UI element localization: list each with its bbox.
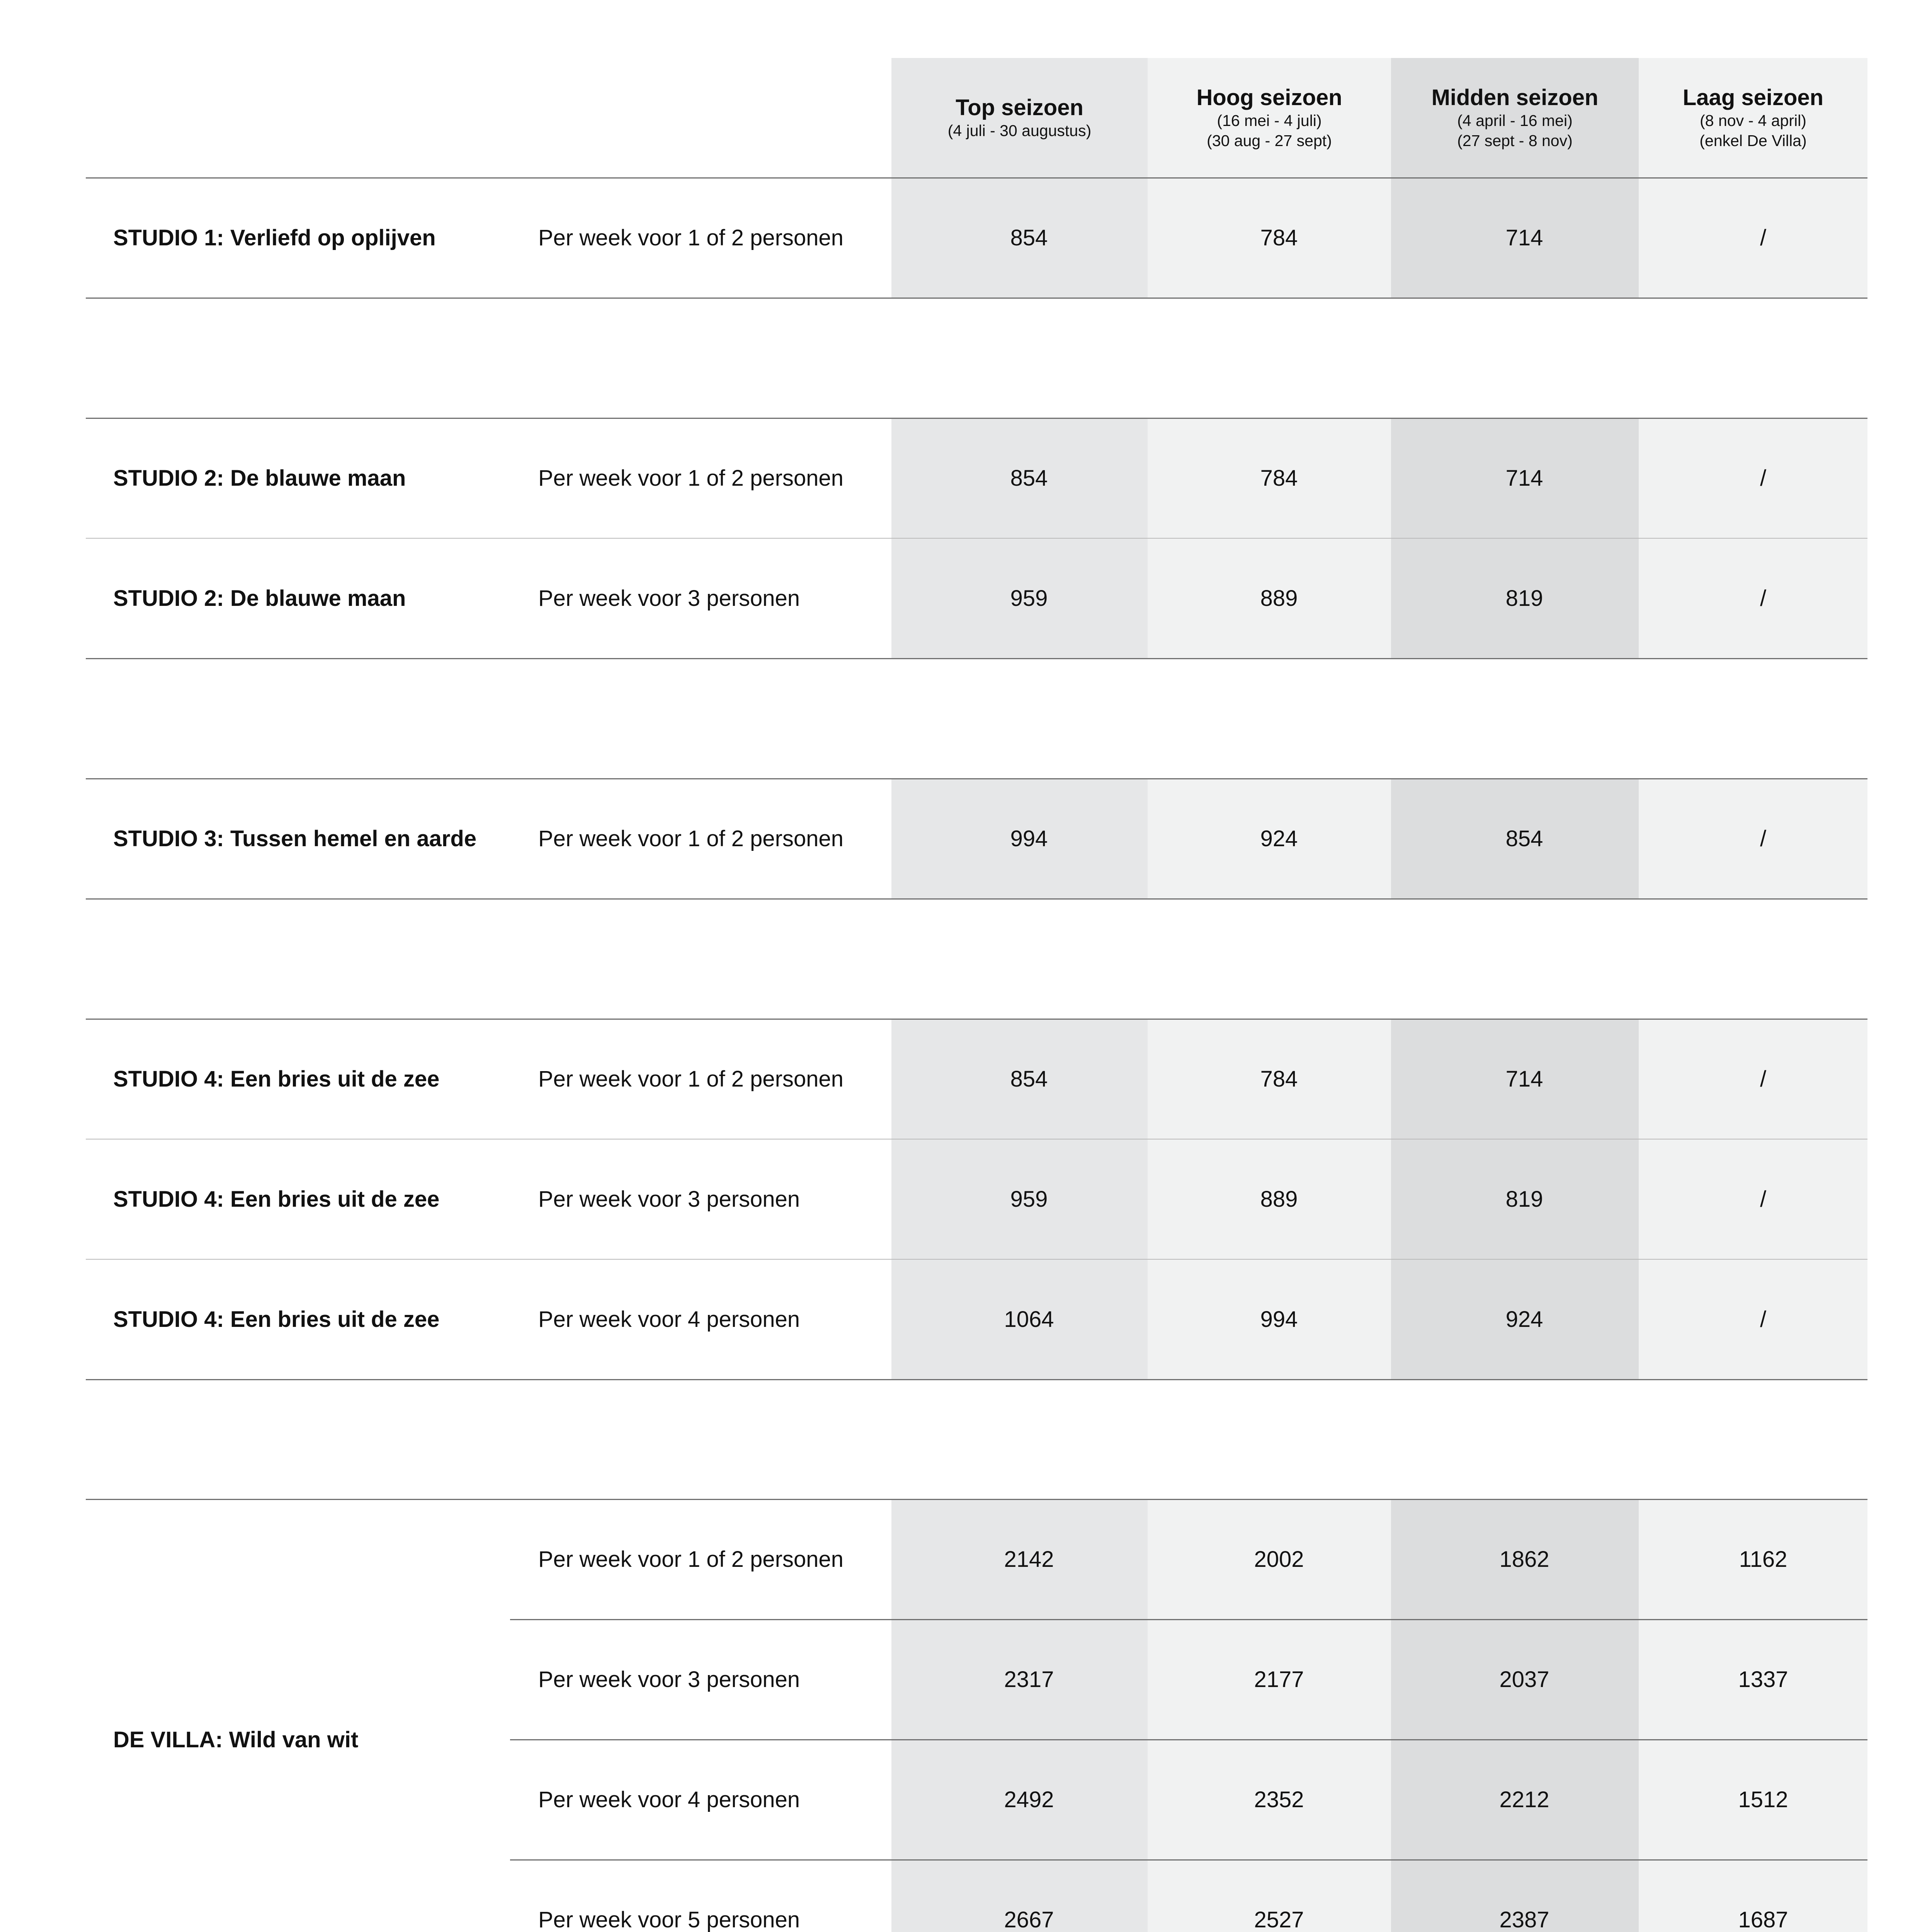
price-cell: 1162 xyxy=(1739,1547,1787,1572)
row-name: STUDIO 1: Verliefd op oplijven xyxy=(113,225,436,250)
header-subtitle: (16 mei - 4 juli) xyxy=(1217,112,1322,129)
price-cell: 854 xyxy=(1010,225,1048,250)
row-description: Per week voor 5 personen xyxy=(538,1907,800,1932)
price-cell: 889 xyxy=(1260,1187,1298,1212)
row-description: Per week voor 1 of 2 personen xyxy=(538,225,844,250)
price-cell: 854 xyxy=(1010,466,1048,491)
price-cell: 1862 xyxy=(1499,1547,1549,1572)
price-cell: / xyxy=(1760,1187,1767,1212)
price-cell: / xyxy=(1760,466,1767,491)
price-cell: 1512 xyxy=(1738,1787,1788,1812)
price-cell: 1687 xyxy=(1738,1907,1788,1932)
row-name: STUDIO 3: Tussen hemel en aarde xyxy=(113,826,477,851)
row-name: STUDIO 2: De blauwe maan xyxy=(113,466,406,491)
price-cell: 889 xyxy=(1260,586,1298,611)
price-cell: 784 xyxy=(1260,1066,1298,1092)
price-cell: 854 xyxy=(1010,1066,1048,1092)
price-cell: 714 xyxy=(1505,1066,1543,1092)
row-description: Per week voor 1 of 2 personen xyxy=(538,1066,844,1092)
price-cell: 2387 xyxy=(1499,1907,1549,1932)
header-subtitle: (enkel De Villa) xyxy=(1699,132,1807,150)
price-cell: 819 xyxy=(1505,1187,1543,1212)
price-cell: 959 xyxy=(1010,1187,1048,1212)
header-subtitle: (8 nov - 4 april) xyxy=(1700,112,1806,129)
price-cell: 2527 xyxy=(1254,1907,1304,1932)
row-name: DE VILLA: Wild van wit xyxy=(113,1727,359,1752)
header-title: Top seizoen xyxy=(956,95,1083,120)
header-title: Laag seizoen xyxy=(1682,85,1824,110)
row-name: STUDIO 4: Een bries uit de zee xyxy=(113,1066,440,1092)
header-midden-seizoen xyxy=(1391,58,1639,178)
header-subtitle: (4 april - 16 mei) xyxy=(1457,112,1573,129)
price-cell: 2352 xyxy=(1254,1787,1304,1812)
price-cell: 959 xyxy=(1010,586,1048,611)
row-description: Per week voor 4 personen xyxy=(538,1787,800,1812)
header-bottom-border xyxy=(86,177,1867,179)
row-description: Per week voor 1 of 2 personen xyxy=(538,466,844,491)
row-description: Per week voor 3 personen xyxy=(538,586,800,611)
price-cell: / xyxy=(1760,826,1767,851)
price-cell: 2002 xyxy=(1254,1547,1304,1572)
price-cell: 2142 xyxy=(1004,1547,1054,1572)
row-description: Per week voor 3 personen xyxy=(538,1187,800,1212)
price-cell: 784 xyxy=(1260,225,1298,250)
price-cell: 2492 xyxy=(1004,1787,1054,1812)
header-top-seizoen xyxy=(891,58,1148,178)
price-cell: 1337 xyxy=(1738,1667,1788,1692)
price-cell: 2667 xyxy=(1004,1907,1054,1932)
price-cell: 819 xyxy=(1505,586,1543,611)
price-cell: 924 xyxy=(1260,826,1298,851)
header-title: Midden seizoen xyxy=(1431,85,1599,110)
row-name: STUDIO 2: De blauwe maan xyxy=(113,586,406,611)
price-cell: / xyxy=(1760,586,1767,611)
price-cell: 714 xyxy=(1505,225,1543,250)
row-description: Per week voor 4 personen xyxy=(538,1307,800,1332)
price-cell: 2317 xyxy=(1004,1667,1054,1692)
price-cell: 1064 xyxy=(1004,1307,1054,1332)
price-cell: 784 xyxy=(1260,466,1298,491)
row-name: STUDIO 4: Een bries uit de zee xyxy=(113,1187,440,1212)
header-title: Hoog seizoen xyxy=(1196,85,1342,110)
header-subtitle: (27 sept - 8 nov) xyxy=(1457,132,1573,150)
price-cell: 854 xyxy=(1505,826,1543,851)
price-cell: 924 xyxy=(1505,1307,1543,1332)
header-laag-seizoen xyxy=(1639,58,1867,178)
price-cell: / xyxy=(1760,225,1767,250)
row-name: STUDIO 4: Een bries uit de zee xyxy=(113,1307,440,1332)
row-description: Per week voor 1 of 2 personen xyxy=(538,1547,844,1572)
price-cell: / xyxy=(1760,1307,1767,1332)
price-cell: 994 xyxy=(1260,1307,1298,1332)
row-description: Per week voor 1 of 2 personen xyxy=(538,826,844,851)
header-subtitle: (30 aug - 27 sept) xyxy=(1207,132,1332,150)
price-cell: 2037 xyxy=(1499,1667,1549,1692)
price-cell: 2212 xyxy=(1499,1787,1549,1812)
header-subtitle: (4 juli - 30 augustus) xyxy=(947,122,1092,139)
row-description: Per week voor 3 personen xyxy=(538,1667,800,1692)
price-cell: 994 xyxy=(1010,826,1048,851)
price-cell: 714 xyxy=(1505,466,1543,491)
price-cell: 2177 xyxy=(1254,1667,1304,1692)
header-hoog-seizoen xyxy=(1148,58,1391,178)
price-cell: / xyxy=(1760,1066,1767,1092)
